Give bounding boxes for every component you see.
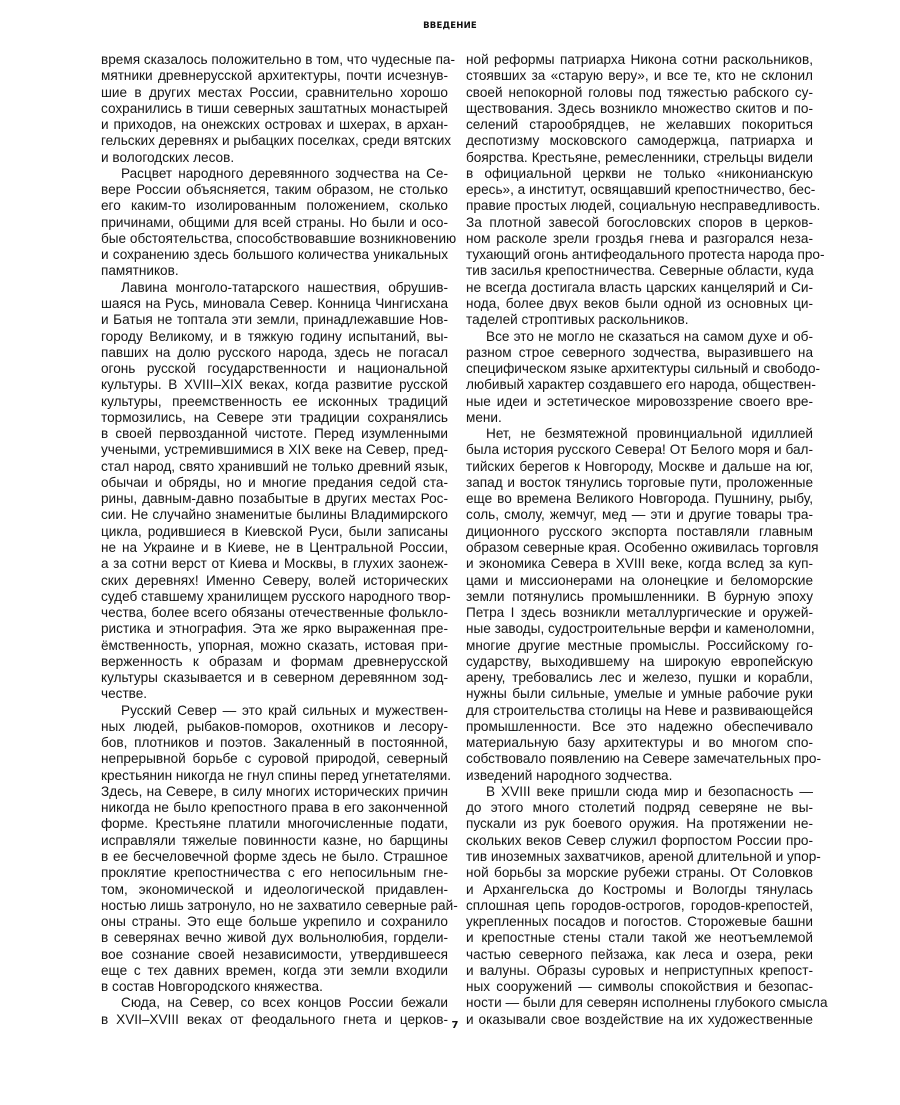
text-line: в своей первозданной чистоте. Перед изумленными [101, 426, 448, 442]
text-line: не на Украине и в Киеве, не в Центральной России, [101, 539, 448, 555]
text-line: любивый характер создавшего его народа, обществен- [466, 377, 816, 393]
text-line: форме. Крестьяне платили многочисленные подати, [101, 816, 448, 832]
text-line: ные заводы, судостроительные верфи и каменоломни, [466, 621, 815, 637]
text-line: еще с тех давних времен, когда эти земли входили [101, 962, 448, 978]
text-line: рины, давным-давно позабытые в других местах Рос- [101, 491, 448, 507]
text-line: укрепленных посадов и погостов. Сторожевые башни [466, 914, 813, 930]
text-line: многие другие местные промыслы. Российскому го- [466, 637, 813, 653]
text-line: ных сооружений — символы спокойствия и безопас- [466, 979, 813, 995]
text-line: ности — были для северян исполнены глубокого смысла [466, 995, 828, 1011]
text-line: ной реформы патриарха Никона сотни раскольников, [466, 52, 813, 67]
text-line: мятники древнерусской архитектуры, почти исчезнув- [101, 68, 448, 84]
text-line: тухающий огонь антифеодального протеста народа про- [466, 247, 825, 263]
text-line: для строительства столицы на Неве и развивающейся [466, 702, 813, 718]
text-line: тив засилья крепостничества. Северные области, куда [466, 263, 814, 279]
text-line: изведений народного зодчества. [466, 767, 673, 783]
text-line: непрерывной борьбе с суровой природой, северный [101, 751, 448, 767]
text-line: сохранились в тиши северных заштатных монастырей [101, 100, 448, 116]
text-line: и оказывали свое воздействие на их художественные [466, 1011, 813, 1027]
text-line: материальную базу архитектуры и во многом спо- [466, 735, 813, 751]
text-line: запад и восток тянулись торговые пути, проложенные [466, 474, 813, 490]
text-line: вере России объясняется, таким образом, не столько [101, 182, 448, 198]
text-line: причинами, общими для всей страны. Но были и осо- [101, 214, 448, 230]
text-line: тийских берегов к Новгороду, Москве и дальше на юг, [466, 458, 813, 474]
text-line: вое сознание своей независимости, утвердившееся [101, 946, 448, 962]
text-line: честве. [101, 686, 148, 702]
text-line: и Батыя не топтала эти земли, принадлежавшие Нов- [101, 312, 448, 328]
text-line: огонь русской государственности и национальной [101, 361, 448, 377]
text-line: соль, смолу, жемчуг, мед — эти и другие товары тра- [466, 507, 813, 523]
text-line: правие простых людей, социальную несправедливость. [466, 198, 821, 214]
text-line: боярства. Крестьяне, ремесленники, стрельцы видели [466, 149, 813, 165]
text-line: судеб ставшему хранилищем русского народного твор- [101, 588, 451, 604]
text-line: шие в других местах России, сравнительно хорошо [101, 84, 448, 100]
text-line: гельских деревнях и рыбацких поселках, среди вятских [101, 133, 452, 149]
text-line: нужны были сильные, умелые и умные рабочие руки [466, 686, 813, 702]
text-line: а за сотни верст от Киева и Москвы, в глухих заонеж- [101, 556, 448, 572]
text-line: и сохранению здесь большого количества уникальных [101, 247, 448, 263]
text-line: оны страны. Это еще больше укрепило и сохранило [101, 914, 448, 930]
text-line: В XVIII веке пришли сюда мир и безопасность — [486, 783, 813, 799]
text-line: своей непокорной головы под тяжестью рабского су- [466, 84, 813, 100]
text-line: Все это не могло не сказаться на самом духе и об- [486, 328, 813, 344]
text-line: ном расколе зрели гроздья гнева и разгорался неза- [466, 230, 813, 246]
text-line: Петра I здесь возникли металлургические и оружей- [466, 605, 813, 621]
text-line: учеными, устремившимися в XIX веке на Север, пред- [101, 442, 448, 458]
text-line: бые обстоятельства, способствовавшие возникновению [101, 230, 457, 246]
text-line: разном строе северного зодчества, выразившего на [466, 344, 813, 360]
text-line: цикла, родившиеся в Киевской Руси, были записаны [101, 523, 448, 539]
text-line: арену, требовались лес и железо, пушки и корабли, [466, 670, 813, 686]
text-line: в официальной церкви не только «никонианскую [466, 165, 813, 181]
paragraph [101, 52, 456, 166]
text-line: культуры, преемственность ее исконных традиций [101, 393, 448, 409]
text-line: культуры сказывается и в северном деревянном зод- [101, 670, 448, 686]
right-column [466, 52, 828, 1028]
text-line: деспотизму московского самодержца, патриарха и [466, 133, 813, 149]
paragraph [466, 52, 825, 329]
text-line: промышленности. Все это надежно обеспечивало [466, 718, 813, 734]
paragraph [466, 783, 828, 1028]
text-line: и валуны. Образы суровых и неприступных крепост- [466, 962, 813, 978]
text-line: и вологодских лесов. [101, 149, 235, 165]
text-line: сударству, выходившему на широкую европейскую [466, 653, 813, 669]
text-line: ёмственность, упорная, можно сказать, истовая при- [101, 637, 448, 653]
text-line: Русский Север — это край сильных и мужествен- [121, 702, 448, 718]
paragraph [466, 328, 821, 427]
text-line: шаяся на Русь, миновала Север. Конница Чингисхана [101, 295, 448, 311]
text-line: Сюда, на Север, со всех концов России бежали [121, 995, 448, 1011]
text-line: таделей строптивых раскольников. [466, 312, 689, 328]
text-line: тормозились, на Севере эти традиции сохранялись [101, 409, 448, 425]
text-line: Расцвет народного деревянного зодчества на Се- [121, 165, 448, 181]
text-line: Здесь, на Севере, в силу многих исторических причин [101, 783, 448, 799]
text-line: и крепостные стены стали такой же неотъемлемой [466, 930, 813, 946]
text-line: ной борьбы за морские рубежи страны. От Соловков [466, 865, 813, 881]
text-line: сии. Не случайно знаменитые былины Владимирского [101, 507, 448, 523]
text-line: и экономика Севера в XVIII веке, когда вслед за куп- [466, 556, 813, 572]
text-line: том, экономической и идеологической придавлен- [101, 881, 448, 897]
text-line: бов, плотников и поэтов. Закаленный в постоянной, [101, 735, 448, 751]
page-number: 7 [451, 1020, 459, 1031]
text-line: проклятие крепостничества с его непосильным гне- [101, 865, 448, 881]
text-line: время сказалось положительно в том, что чудесные па- [101, 52, 456, 67]
text-line: ществования. Здесь возникло множество скитов и по- [466, 100, 813, 116]
text-line: культуры. В XVIII–XIX веках, когда развитие русской [101, 377, 448, 393]
text-line: чества, более всего обязаны отечественные фолькло- [101, 605, 448, 621]
text-line: ских деревнях! Именно Северу, волей исторических [101, 572, 448, 588]
text-line: городу Великому, и в тяжкую годину испытаний, вы- [101, 328, 448, 344]
text-line: земли потянулись промышленники. В бурную эпоху [466, 588, 813, 604]
text-line: частью северного пейзажа, как леса и озера, реки [466, 946, 813, 962]
text-line: цами и миссионерами на олонецкие и беломорские [466, 572, 813, 588]
text-line: и Архангельска до Костромы и Вологды тянулась [466, 881, 813, 897]
text-line: селений старообрядцев, не желавших покориться [466, 117, 813, 133]
text-line: павших на долю русского народа, здесь не погасал [101, 344, 448, 360]
text-line: ересь», а институт, освящавший крепостничество, бес- [466, 182, 816, 198]
text-line: его каким-то изолированным положением, сколько [101, 198, 448, 214]
text-line: пускали из рук боевого оружия. На протяжении не- [466, 816, 813, 832]
text-line: ных людей, рыбаков-поморов, охотников и лесору- [101, 718, 448, 734]
text-line: не всегда достигала власть царских канцелярий и Си- [466, 279, 813, 295]
text-line: обычаи и обряды, но и многие предания седой ста- [101, 474, 448, 490]
paragraph [466, 426, 821, 784]
text-line: ностью лишь затронуло, но не захватило северные рай- [101, 897, 458, 913]
left-column [101, 52, 458, 1028]
text-line: в северянах вечно живой дух вольнолюбия, гордели- [101, 930, 448, 946]
text-line: скольких веков Север служил форпостом России про- [466, 832, 813, 848]
text-line: ные идеи и эстетическое мировоззрение своего вре- [466, 393, 813, 409]
text-line: специфическом языке архитектуры сильный и свободо- [466, 361, 821, 377]
text-line: и приходов, на онежских островах и шхерах, в архан- [101, 117, 448, 133]
paragraph [101, 165, 457, 280]
text-line: стоявших за «старую веру», и все те, кто не склонил [466, 68, 813, 84]
text-line: мени. [466, 409, 502, 425]
text-line: еще во времена Великого Новгорода. Пушнину, рыбу, [466, 491, 813, 507]
text-line: тив иноземных захватчиков, ареной длительной и упор- [466, 849, 821, 865]
text-line: в ее бесчеловечной форме здесь не было. Страшное [101, 849, 448, 865]
text-line: Нет, не безмятежной провинциальной идиллией [486, 426, 813, 442]
text-line: Лавина монголо-татарского нашествия, обрушив- [121, 279, 448, 295]
text-line: За плотной завесой богословских споров в церков- [466, 214, 813, 230]
text-line: стал народ, свято хранивший не только древний язык, [101, 458, 448, 474]
text-line: верженность к образам и формам древнерусской [101, 653, 448, 669]
paragraph [101, 279, 451, 703]
text-line: в XVII–XVIII веках от феодального гнета и церков- [101, 1011, 448, 1027]
paragraph [101, 702, 458, 996]
text-line: в состав Новгородского княжества. [101, 979, 323, 995]
text-line: памятников. [101, 263, 179, 279]
text-line: нода, более двух веков были одной из основных ци- [466, 295, 813, 311]
text-line: собствовало появлению на Севере замечательных про- [466, 751, 821, 767]
text-line: ристика и этнография. Эта же ярко выраженная пре- [101, 621, 448, 637]
text-line: была история русского Севера! От Белого моря и бал- [466, 442, 813, 458]
text-line: крестьянин никогда не гнул спины перед угнетателями. [101, 767, 451, 783]
paragraph [101, 995, 448, 1028]
text-line: сплошная цепь городов-острогов, городов-крепостей, [466, 897, 813, 913]
text-line: исправляли тяжелые повинности казне, но барщины [101, 832, 448, 848]
text-line: до этого много столетий подряд северяне не вы- [466, 800, 813, 816]
running-head: ВВЕДЕНИЕ [423, 21, 477, 31]
text-line: диционного русского экспорта поставляли главным [466, 523, 813, 539]
text-line: образом северные края. Особенно оживилась торговля [466, 539, 819, 555]
text-line: никогда не было крепостного права в его законченной [101, 800, 448, 816]
